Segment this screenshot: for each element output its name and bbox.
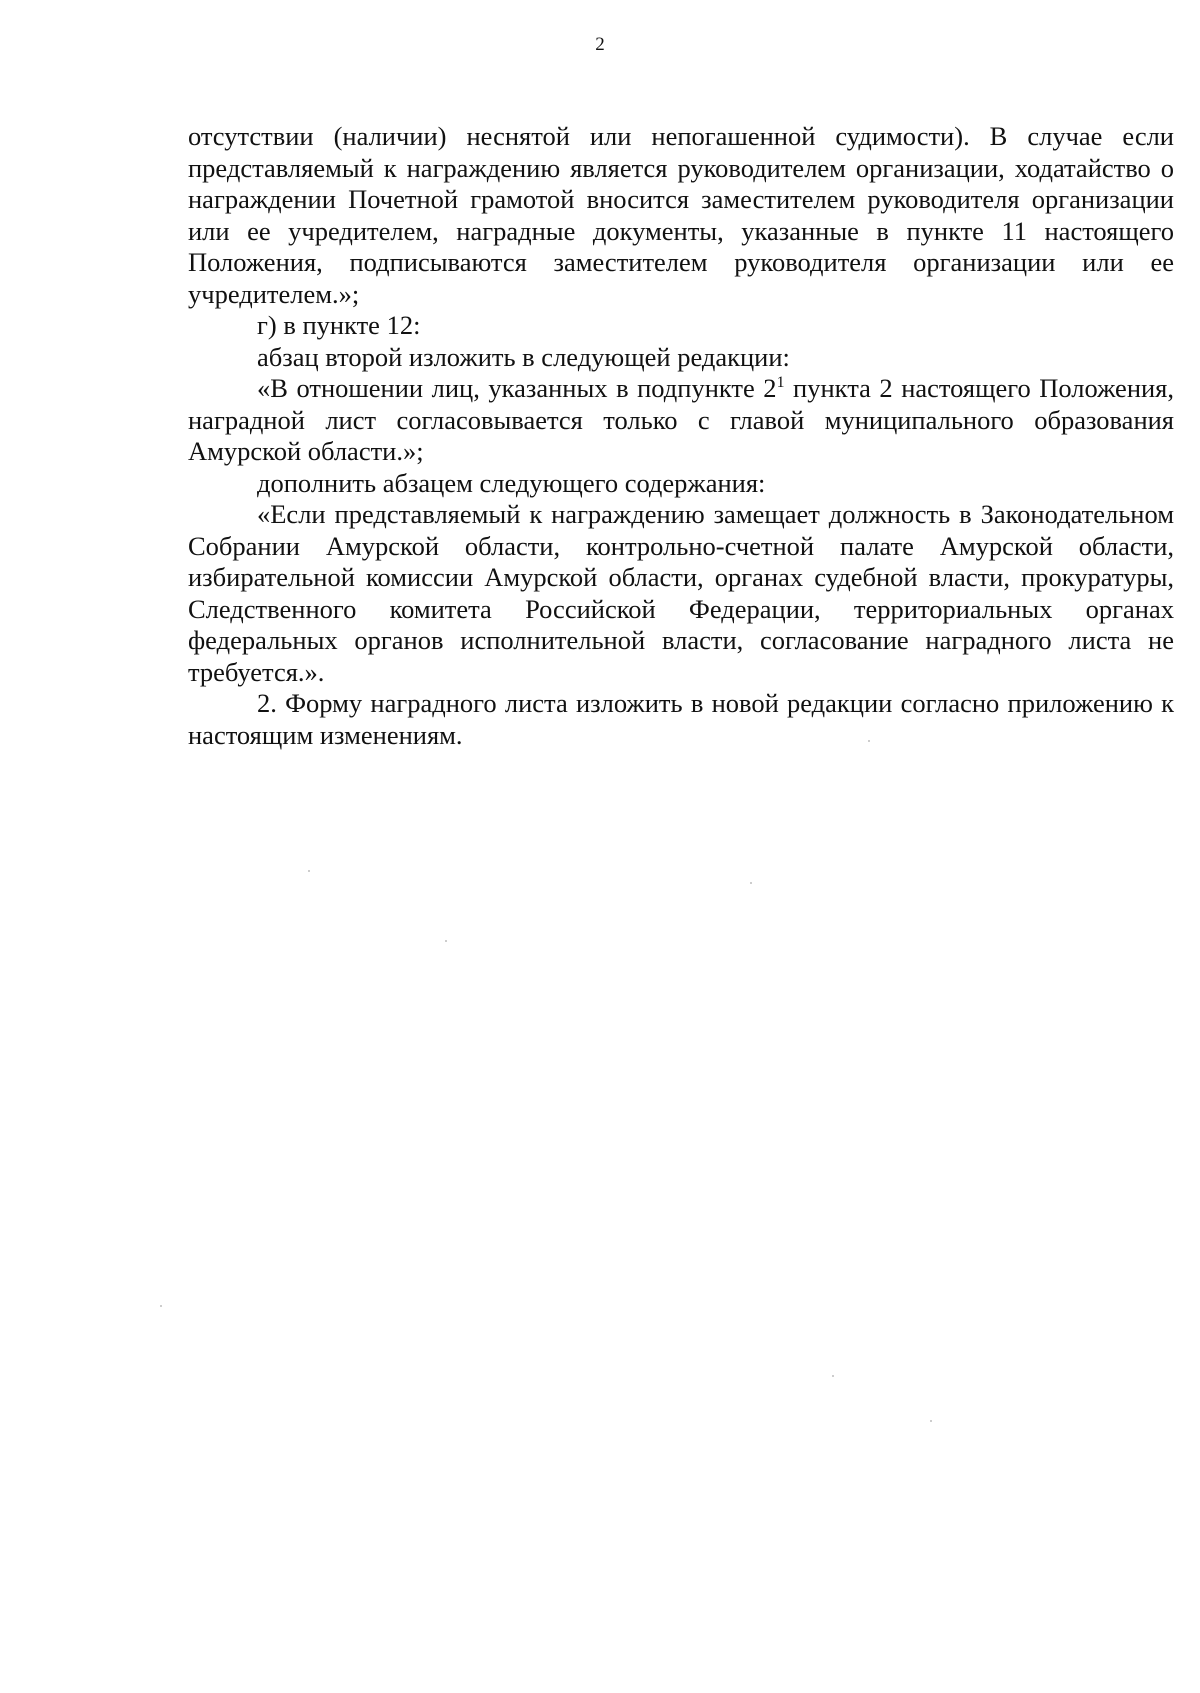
paragraph-item-2: 2. Форму наградного листа изложить в новой редакции согласно приложению к настоящим изменениям. bbox=[188, 688, 1174, 750]
paragraph-item-g: г) в пункте 12: bbox=[257, 310, 421, 340]
scan-speck bbox=[832, 1375, 834, 1377]
page-number: 2 bbox=[595, 34, 605, 55]
paragraph-continuation: отсутствии (наличии) неснятой или непогашенной судимости). В случае если представляемый к награждению является руководителем организации, ходатайство о награждении Почетной грамотой вносится заместителем руководителя организации или ее учредителем, наградные документы, указанные в пункте 11 настоящего Положения, подписываются заместителем руководителя организации или ее учредителем.»; bbox=[188, 121, 1174, 309]
paragraph-quote-subpoint bbox=[188, 373, 1174, 468]
paragraph-add-abzats: дополнить абзацем следующего содержания: bbox=[257, 467, 766, 498]
scan-speck bbox=[308, 870, 310, 872]
scan-speck bbox=[868, 740, 870, 742]
paragraph-abzats-second: абзац второй изложить в следующей редакции: bbox=[257, 341, 790, 372]
quote-subpoint-before: «В отношении лиц, указанных в подпункте 2 bbox=[257, 373, 777, 403]
scan-speck bbox=[160, 1305, 162, 1307]
quote-subpoint-superscript: 1 bbox=[776, 374, 785, 392]
scan-speck bbox=[750, 882, 752, 884]
scan-speck bbox=[930, 1420, 932, 1422]
paragraph-quote-position: «Если представляемый к награждению замещает должность в Законодательном Собрании Амурской области, контрольно-счетной палате Амурской области, избирательной комиссии Амурской области, органах судебной власти, прокуратуры, Следственного комитета Российской Федерации, территориальных органах федеральных органов исполнительной власти, согласование наградного листа не требуется.». bbox=[188, 499, 1174, 687]
quote-subpoint-after: пункта 2 настоящего Положения, наградной лист согласовывается только с главой муниципального образования Амурской области.»; bbox=[188, 373, 1174, 466]
scan-speck bbox=[445, 940, 447, 942]
document-body bbox=[188, 121, 1174, 751]
